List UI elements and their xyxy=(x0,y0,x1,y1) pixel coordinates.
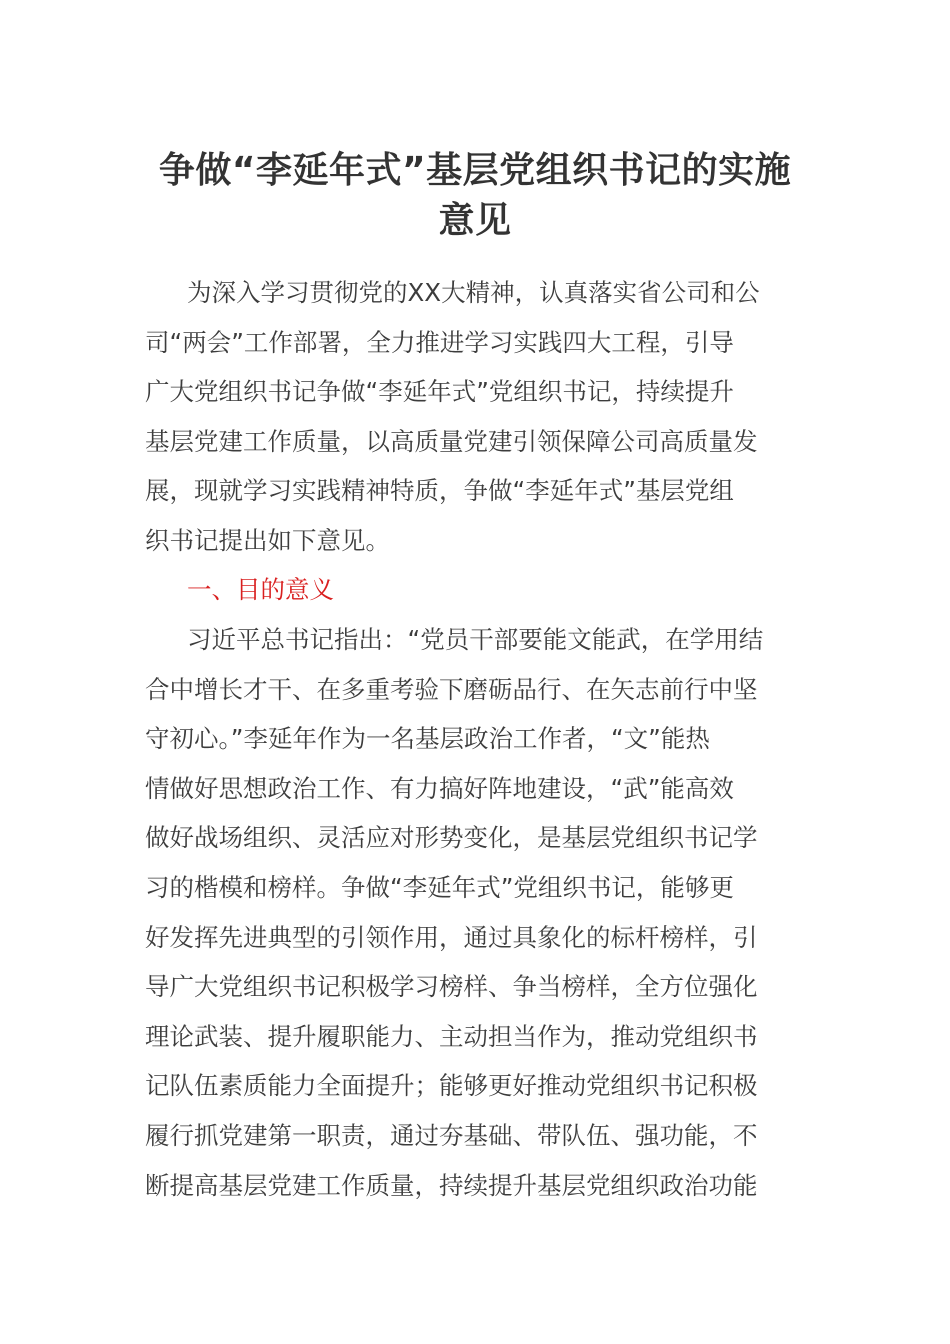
paragraph-line: 合中增长才干、在多重考验下磨砺品行、在矢志前行中坚 xyxy=(145,674,758,704)
paragraph-line: 习的楷模和榜样。争做“李延年式”党组织书记，能够更 xyxy=(145,872,734,902)
intro-paragraph xyxy=(145,268,810,566)
paragraph-line: 习近平总书记指出：“党员干部要能文能武，在学用结 xyxy=(187,625,764,654)
title-line-1: 争做“李延年式”基层党组织书记的实施 xyxy=(158,150,792,191)
paragraph-line: 为深入学习贯彻党的XX大精神，认真落实省公司和公 xyxy=(187,278,760,307)
paragraph-line: 好发挥先进典型的引领作用，通过具象化的标杆榜样，引 xyxy=(145,922,758,952)
title-line-2: 意见 xyxy=(438,200,512,241)
document-title xyxy=(145,146,805,246)
paragraph-line: 情做好思想政治工作、有力搞好阵地建设，“武”能高效 xyxy=(145,773,734,803)
paragraph-line: 履行抓党建第一职责，通过夯基础、带队伍、强功能，不 xyxy=(145,1120,758,1150)
paragraph-line: 做好战场组织、灵活应对形势变化，是基层党组织书记学 xyxy=(145,823,758,853)
paragraph-line: 广大党组织书记争做“李延年式”党组织书记，持续提升 xyxy=(145,377,734,407)
paragraph-line: 断提高基层党建工作质量，持续提升基层党组织政治功能 xyxy=(145,1170,758,1200)
section-heading-purpose: 一、目的意义 xyxy=(187,575,334,604)
paragraph-line: 司“两会”工作部署，全力推进学习实践四大工程，引导 xyxy=(145,327,734,357)
paragraph-line: 理论武装、提升履职能力、主动担当作为，推动党组织书 xyxy=(145,1021,758,1051)
paragraph-line: 守初心。”李延年作为一名基层政治工作者，“文”能热 xyxy=(145,724,710,754)
paragraph-line: 织书记提出如下意见。 xyxy=(145,525,390,555)
paragraph-line: 记队伍素质能力全面提升；能够更好推动党组织书记积极 xyxy=(145,1071,758,1101)
purpose-paragraph xyxy=(145,615,810,1210)
paragraph-line: 导广大党组织书记积极学习榜样、争当榜样，全方位强化 xyxy=(145,972,758,1002)
paragraph-line: 展，现就学习实践精神特质，争做“李延年式”基层党组 xyxy=(145,476,734,506)
paragraph-line: 基层党建工作质量，以高质量党建引领保障公司高质量发 xyxy=(145,426,758,456)
